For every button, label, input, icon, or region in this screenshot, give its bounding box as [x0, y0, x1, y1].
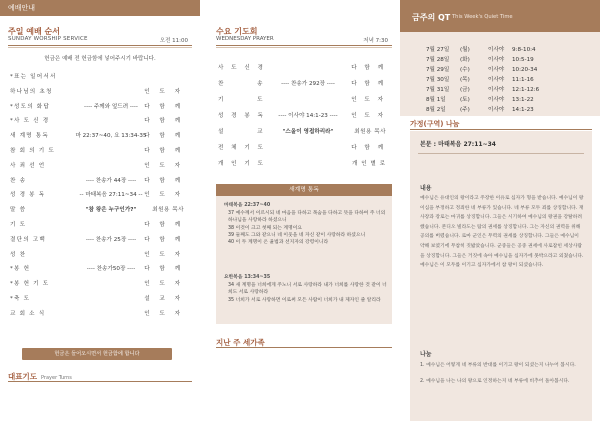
share-heading: 나눔 — [420, 351, 432, 358]
verse: 37 예수께서 이르시되 네 마음을 다하고 목숨을 다하고 뜻을 다하여 주 너의 하나님을 사랑하라 하셨으니 — [228, 211, 386, 224]
list-item: 성 경 봉 독 -- 마태복음 27:11~34 -- 인 도 자 — [10, 192, 184, 199]
share-list — [420, 361, 586, 392]
wednesday-time: 저녁 7:30 — [363, 38, 388, 44]
list-item: 교 회 소 식 인 도 자 — [10, 310, 184, 317]
content-heading: 내용 — [420, 185, 432, 192]
verse: 34 새 계명을 너희에게 주노니 서로 사랑하라 내가 너희를 사랑한 것 같이 너희도 서로 사랑하라 — [228, 283, 387, 296]
news-title: 지난 주 세가족 — [216, 338, 265, 347]
list-item: *성도의 화답 ---- 주께와 엎드려 ---- 다 함 께 — [10, 103, 184, 110]
list-item: 8월 1일 (토) 이사야 13:1-22 — [426, 97, 534, 103]
qt-column — [400, 0, 600, 424]
scripture-ref: 요한복음 13:34~35 — [224, 275, 271, 280]
divider — [410, 129, 592, 130]
divider — [8, 45, 192, 46]
list-item: 설 교 "스올이 영접하리라" 최원용 목사 — [218, 129, 386, 135]
list-item: 7월 29일 (수) 이사야 10:20-34 — [426, 67, 538, 73]
qt-header — [400, 0, 600, 32]
sunday-order-list — [10, 70, 190, 322]
list-item: *축 도 설 교 자 — [10, 295, 184, 302]
sunday-title: 주일 예배 순서 — [8, 27, 60, 36]
list-item: 결단의 고백 ---- 찬송가 25장 ---- 다 함 께 — [10, 236, 184, 243]
list-item: 8월 2일 (주) 이사야 14:1-23 — [426, 107, 534, 113]
scripture-title: 새계명 통독 — [216, 184, 392, 196]
sunday-subtitle: SUNDAY WORSHIP SERVICE — [8, 36, 88, 42]
prayer-turns-title: 대표기도 Prayer Turns — [8, 372, 72, 381]
scripture-reading-box — [216, 184, 392, 324]
header-label: 예배안내 — [8, 4, 36, 12]
list-item: 7월 27일 (월) 이사야 9:8-10:4 — [426, 47, 536, 53]
list-item: *봉 헌 ---- 찬송가50장 ---- 다 함 께 — [10, 266, 184, 273]
qt-title: 금주의 QT — [412, 13, 451, 22]
list-item: 하나님의 초청 인 도 자 — [10, 88, 184, 95]
divider — [8, 381, 192, 382]
list-item: 7월 30일 (목) 이사야 11:1-16 — [426, 77, 534, 83]
sunday-time: 오전 11:00 — [159, 38, 188, 44]
verse: 40 이 두 계명이 온 율법과 선지자의 강령이니라 — [228, 240, 329, 246]
divider — [8, 47, 192, 48]
qt-subtitle: This Week's Quiet Time — [452, 14, 513, 20]
sunday-column — [0, 0, 200, 424]
list-item: 7월 28일 (화) 이사야 10:5-19 — [426, 57, 534, 63]
list-item: 전 체 기 도 다 함 께 — [218, 145, 386, 151]
list-item: 참 회 의 기 도 다 함 께 — [10, 147, 184, 154]
offering-banner: 헌금은 들어오시면서 헌금함에 합니다 — [22, 348, 172, 360]
list-item: 사 도 신 경 다 함 께 — [218, 65, 386, 71]
scripture-block — [224, 274, 388, 304]
list-item: 찬 송 ---- 찬송가 44장 ---- 다 함 께 — [10, 177, 184, 184]
divider — [216, 347, 392, 348]
header-bar — [0, 0, 200, 16]
scripture-ref: 마태복음 22:37~40 — [224, 203, 271, 208]
offering-note: 헌금은 예배 전 헌금함에 넣어주시기 바랍니다. — [44, 56, 156, 62]
family-sharing-title: 가정(구역) 나눔 — [410, 120, 460, 128]
wednesday-order-list — [218, 60, 390, 172]
scripture-block — [224, 202, 388, 246]
list-item: 찬 송 ---- 찬송가 292장 ---- 다 함 께 — [218, 81, 386, 87]
wednesday-title: 수요 기도회 — [216, 27, 258, 36]
divider — [216, 45, 392, 46]
list-item: *봉 헌 기 도 인 도 자 — [10, 281, 184, 288]
list-item: *사 도 신 경 다 함 께 — [10, 118, 184, 125]
verse: 35 너희가 서로 사랑하면 이로써 모든 사람이 너희가 내 제자인 줄 알리라 — [228, 297, 381, 303]
wednesday-column — [200, 0, 400, 424]
list-item: 기 도 인 도 자 — [218, 97, 386, 103]
list-item: 7월 31일 (금) 이사야 12:1-12:6 — [426, 87, 540, 93]
list-item: 사 죄 선 언 인 도 자 — [10, 162, 184, 169]
qt-schedule — [400, 32, 600, 116]
list-item: 성 찬 인 도 자 — [10, 251, 184, 258]
verse: 39 둘째도 그와 같으니 네 이웃을 네 자신 같이 사랑하라 하셨으니 — [228, 232, 366, 238]
verse: 38 이것이 크고 첫째 되는 계명이요 — [228, 225, 302, 231]
list-item: 1. 예수님은 어떻게 네 부류의 반대를 이기고 왕이 되셨는지 나누어 봅시다. — [420, 363, 576, 368]
wednesday-subtitle: WEDNESDAY PRAYER — [216, 36, 274, 42]
list-item: 기 도 다 함 께 — [10, 221, 184, 228]
family-sharing-panel — [410, 131, 592, 421]
list-item: 개 인 기 도 개 인 별 로 — [218, 161, 386, 167]
content-text: 예수님은 유대인의 왕이라고 주장한 이유로 십자가 형을 받습니다. 예수님이 왕이심을 부정하고 정죄한 네 부류가 있습니다. 네 부류 모두 죄를 상징합니다. 재사장과 장로는 마귀를 상징합니다. 그들은 시기하여 예수님의 왕권을 강탈하려 했습니다. 본디오 빌라도는 탐의 권세를 상징합니다. 그는 자신의 권력을 위해 공의를 버렸습니다. 로마 군인은 무력의 권세를 상징합니다. 그들은 예수님이 약해 보였기에 무참히 짓밟았습니다. 군중들은 공중 권세에 사로잡힌 세상사람을 상징합니다. 그들은 거짓에 속아 예수님을 십자가에 못박으라고 외쳤습니다. 예수님은 이 모두를 이기고 십자가에서 참 왕이 되셨습니다. — [420, 196, 584, 269]
list-item: 새 계명 통독 마 22:37~40, 요 13:34-35 다 함 께 — [10, 133, 184, 140]
prayer-turns-subtitle: Prayer Turns — [40, 375, 72, 381]
list-item: *표는 일어서서 — [10, 74, 57, 80]
divider — [216, 47, 392, 48]
divider — [418, 153, 584, 154]
list-item: 2. 예수님을 나는 나의 왕으로 인정하는지 네 부류에 비추어 돌아봅시다. — [420, 378, 570, 384]
list-item: 성 경 봉 독 ---- 이사야 14:1-23 ---- 인 도 자 — [218, 113, 386, 119]
passage-ref: 본문 : 마태복음 27:11~34 — [420, 141, 496, 148]
list-item: 말 씀 "참 왕은 누구인가?" 최원용 목사 — [10, 207, 184, 214]
